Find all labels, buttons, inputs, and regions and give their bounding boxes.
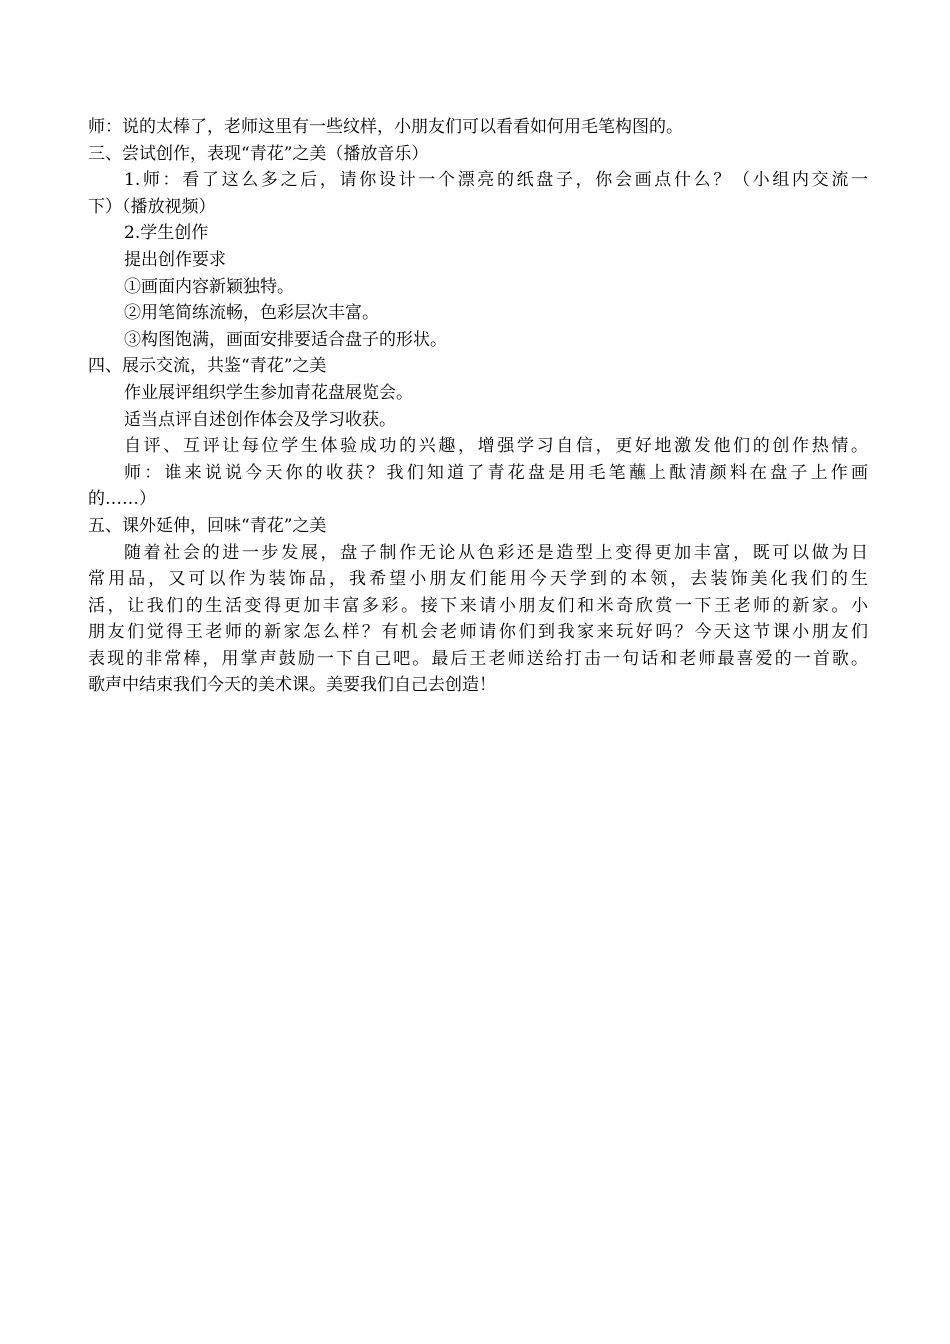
requirement-item: ③构图饱满，画面安排要适合盘子的形状。 [124,329,447,350]
text-line: 适当点评自述创作体会及学习收获。 [124,409,396,430]
text-line: 随着社会的进一步发展，盘子制作无论从色彩还是造型上变得更加丰富，既可以做为日 [124,542,868,563]
text-line: 1.师：看了这么多之后，请你设计一个漂亮的纸盘子，你会画点什么？（小组内交流一 [124,170,868,191]
text-line: 自评、互评让每位学生体验成功的兴趣，增强学习自信，更好地激发他们的创作热情。 [124,436,868,457]
text-line: 活，让我们的生活变得更加丰富多彩。接下来请小朋友们和米奇欣赏一下王老师的新家。小 [88,595,868,616]
text-line: 师：说的太棒了，老师这里有一些纹样，小朋友们可以看看如何用毛笔构图的。 [88,117,683,137]
requirement-item: ①画面内容新颖独特。 [124,276,294,297]
text-line: 常用品，又可以作为装饰品，我希望小朋友们能用今天学到的本领，去装饰美化我们的生 [88,569,868,590]
section-heading-5: 五、课外延伸，回味“青花”之美 [88,515,327,536]
text-line: 提出创作要求 [124,249,226,270]
section-heading-3: 三、尝试创作，表现“青花”之美（播放音乐） [88,143,429,164]
text-line: 表现的非常棒，用掌声鼓励一下自己吧。最后王老师送给打击一句话和老师最喜爱的一首歌。 [88,648,868,669]
text-line: 2.学生创作 [124,223,209,244]
text-line: 师：谁来说说今天你的收获？我们知道了青花盘是用毛笔蘸上酞清颜料在盘子上作画 [124,462,868,483]
text-line: 歌声中结束我们今天的美术课。美要我们自己去创造！ [88,675,496,696]
document-body [88,114,868,699]
text-line: 朋友们觉得王老师的新家怎么样？有机会老师请你们到我家来玩好吗？今天这节课小朋友们 [88,622,868,643]
section-heading-4: 四、展示交流，共鉴“青花”之美 [88,356,327,377]
text-line: 下）（播放视频） [88,196,216,217]
text-line: 作业展评组织学生参加青花盘展览会。 [124,382,413,403]
requirement-item: ②用笔简练流畅，色彩层次丰富。 [124,303,379,324]
text-line: 的……） [88,489,156,510]
